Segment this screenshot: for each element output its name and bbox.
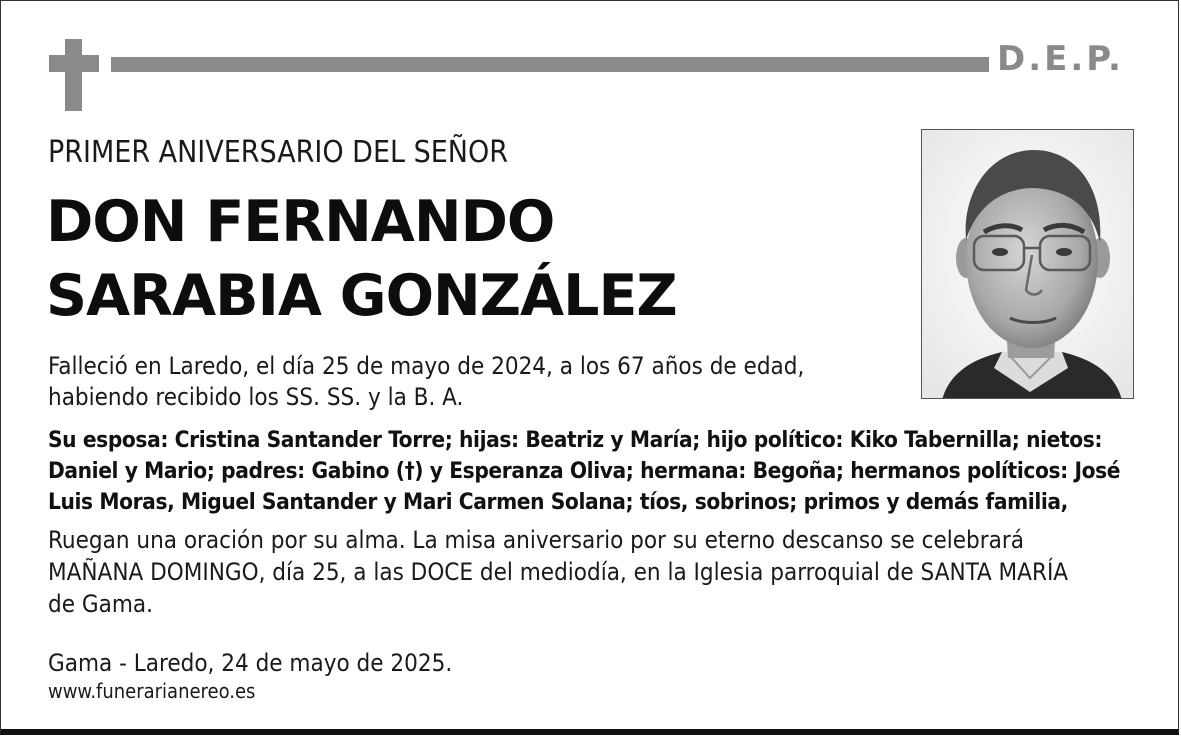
family-line-2: Daniel y Mario; padres: Gabino (†) y Esperanza Oliva; hermana: Begoña; hermanos políticos: José xyxy=(48,458,1121,484)
family-line-1: Su esposa: Cristina Santander Torre; hijas: Beatriz y María; hijo político: Kiko Tabernilla; nietos: xyxy=(48,427,1103,453)
website-link[interactable]: www.funerarianereo.es xyxy=(48,679,256,703)
mass-line-3: de Gama. xyxy=(48,590,153,618)
dep-label: D.E.P. xyxy=(997,39,1124,79)
death-notice-line-1: Falleció en Laredo, el día 25 de mayo de 2024, a los 67 años de edad, xyxy=(48,352,805,380)
header-rule xyxy=(111,57,989,72)
anniversary-subtitle: PRIMER ANIVERSARIO DEL SEÑOR xyxy=(48,135,508,170)
mass-line-2: MAÑANA DOMINGO, día 25, a las DOCE del mediodía, en la Iglesia parroquial de SANTA MARÍA xyxy=(48,558,1069,586)
deceased-name xyxy=(46,185,677,333)
death-notice xyxy=(48,351,804,413)
mass-line-1: Ruegan una oración por su alma. La misa aniversario por su eterno descanso se celebrará xyxy=(48,526,1024,554)
name-line-2: SARABIA GONZÁLEZ xyxy=(46,263,677,329)
name-line-1: DON FERNANDO xyxy=(46,189,555,255)
portrait-illustration xyxy=(922,130,1134,399)
place-and-date: Gama - Laredo, 24 de mayo de 2025. xyxy=(48,649,453,677)
mass-announcement xyxy=(48,524,1138,620)
portrait-photo xyxy=(921,129,1134,399)
family-list xyxy=(48,425,1133,518)
death-notice-line-2: habiendo recibido los SS. SS. y la B. A. xyxy=(48,383,464,411)
family-line-3: Luis Moras, Miguel Santander y Mari Carmen Solana; tíos, sobrinos; primos y demás familia, xyxy=(48,489,1068,515)
